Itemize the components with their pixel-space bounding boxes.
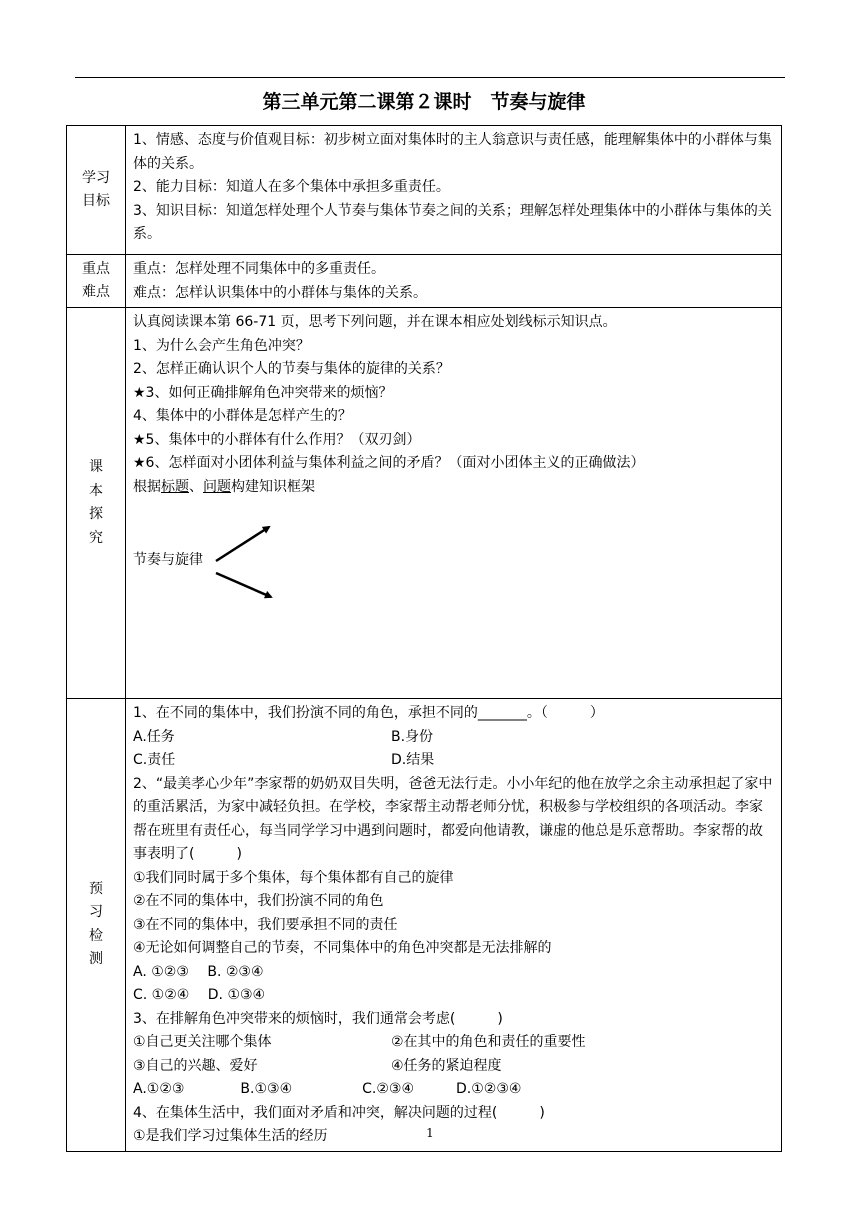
q3-items-row: [133, 1055, 774, 1079]
exploration-line: 2、怎样正确认识个人的节奏与集体的旋律的关系？: [133, 361, 450, 377]
preview-label: 预 习 检 测: [67, 699, 126, 1152]
q3-options: A.①②③ B.①③④ C.②③④ D.①②③④: [133, 1081, 522, 1097]
objectives-row: [67, 126, 782, 255]
key-points-row: [67, 255, 782, 308]
q2-options: A. ①②③ B. ②③④: [133, 963, 264, 980]
key-points-label: 重点 难点: [67, 255, 126, 308]
exploration-label: 课 本 探 究: [67, 308, 126, 699]
objective-line: 1、情感、态度与价值观目标：初步树立面对集体时的主人翁意识与责任感，能理解集体中的小群体与集体的关系。: [133, 132, 772, 172]
objective-line: 3、知识目标：知道怎样处理个人节奏与集体节奏之间的关系；理解怎样处理集体中的小群体与集体的关系。: [133, 202, 772, 242]
arrow-down-icon: [216, 573, 271, 597]
exploration-line: 认真阅读课本第 66-71 页，思考下列问题，并在课本相应处划线标示知识点。: [133, 314, 617, 330]
question-1: 1、在不同的集体中，我们扮演不同的角色，承担不同的_______。（ ）: [133, 705, 604, 721]
objectives-label: 学习 目标: [67, 126, 126, 255]
q2-item: ④无论如何调整自己的节奏，不同集体中的角色冲突都是无法排解的: [133, 940, 552, 956]
objective-line: 2、能力目标：知道人在多个集体中承担多重责任。: [133, 179, 450, 195]
q3-item: ③自己的兴趣、爱好: [133, 1057, 258, 1074]
exploration-line: 1、为什么会产生角色冲突？: [133, 337, 310, 354]
arrow-up-icon: [216, 527, 269, 561]
exploration-line: ★6、怎样面对小团体利益与集体利益之间的矛盾？（面对小团体主义的正确做法）: [133, 455, 645, 471]
exploration-line: ★5、集体中的小群体有什么作用？（双刃剑）: [133, 431, 421, 448]
q2-options: C. ①②④ D. ①③④: [133, 987, 266, 1003]
question-4: 4、在集体生活中，我们面对矛盾和冲突，解决问题的过程( ): [133, 1104, 545, 1121]
q2-item: ①我们同时属于多个集体，每个集体都有自己的旋律: [133, 869, 454, 886]
key-point-line: 重点：怎样处理不同集体中的多重责任。: [133, 261, 385, 277]
q4-item: ①是我们学习过集体生活的经历: [133, 1128, 328, 1144]
objectives-content: [126, 126, 782, 255]
framework-root-label: 节奏与旋律: [133, 552, 203, 568]
q1-option: D.结果: [391, 752, 435, 768]
q1-options-row: [133, 749, 774, 773]
framework-instruction: 根据标题、问题构建知识框架: [133, 478, 315, 495]
q1-option: C.责任: [133, 752, 176, 768]
lesson-table: [66, 125, 782, 1152]
exploration-content: [126, 308, 782, 699]
q1-options-row: [133, 726, 774, 750]
question-3: 3、在排解角色冲突带来的烦恼时，我们通常会考虑( ): [133, 1010, 503, 1027]
exploration-row: [67, 308, 782, 699]
q3-item: ②在其中的角色和责任的重要性: [391, 1034, 586, 1050]
page-title: 第三单元第二课第２课时 节奏与旋律: [262, 91, 586, 113]
framework-arrows-icon: [213, 519, 293, 609]
page-number: 1: [426, 1126, 434, 1140]
q3-item: ④任务的紧迫程度: [391, 1057, 502, 1074]
exploration-line: ★3、如何正确排解角色冲突带来的烦恼？: [133, 384, 393, 401]
exploration-line: 4、集体中的小群体是怎样产生的？: [133, 408, 352, 424]
q1-option: B.身份: [391, 728, 434, 745]
q3-items-row: [133, 1031, 774, 1055]
key-points-content: [126, 255, 782, 308]
q2-item: ③在不同的集体中，我们要承担不同的责任: [133, 916, 398, 933]
question-2: 2、“最美孝心少年”李家帮的奶奶双目失明，爸爸无法行走。小小年纪的他在放学之余主动承担起了家中的重活累活，为家中减轻负担。在学校，李家帮主动帮老师分忧，积极参与学校组织的各项活动。李家帮在班里有责任心，每当同学学习中遇到问题时，都爱向他请教，谦虚的他总是乐意帮助。李家帮的故事表明了( ): [133, 775, 773, 862]
preview-content: [126, 699, 782, 1152]
difficulty-line: 难点：怎样认识集体中的小群体与集体的关系。: [133, 284, 427, 301]
q3-item: ①自己更关注哪个集体: [133, 1034, 272, 1050]
knowledge-framework: [133, 499, 774, 641]
header-rule: [75, 77, 785, 78]
preview-row: [67, 699, 782, 1152]
q2-item: ②在不同的集体中，我们扮演不同的角色: [133, 893, 384, 909]
q1-option: A.任务: [133, 728, 175, 745]
